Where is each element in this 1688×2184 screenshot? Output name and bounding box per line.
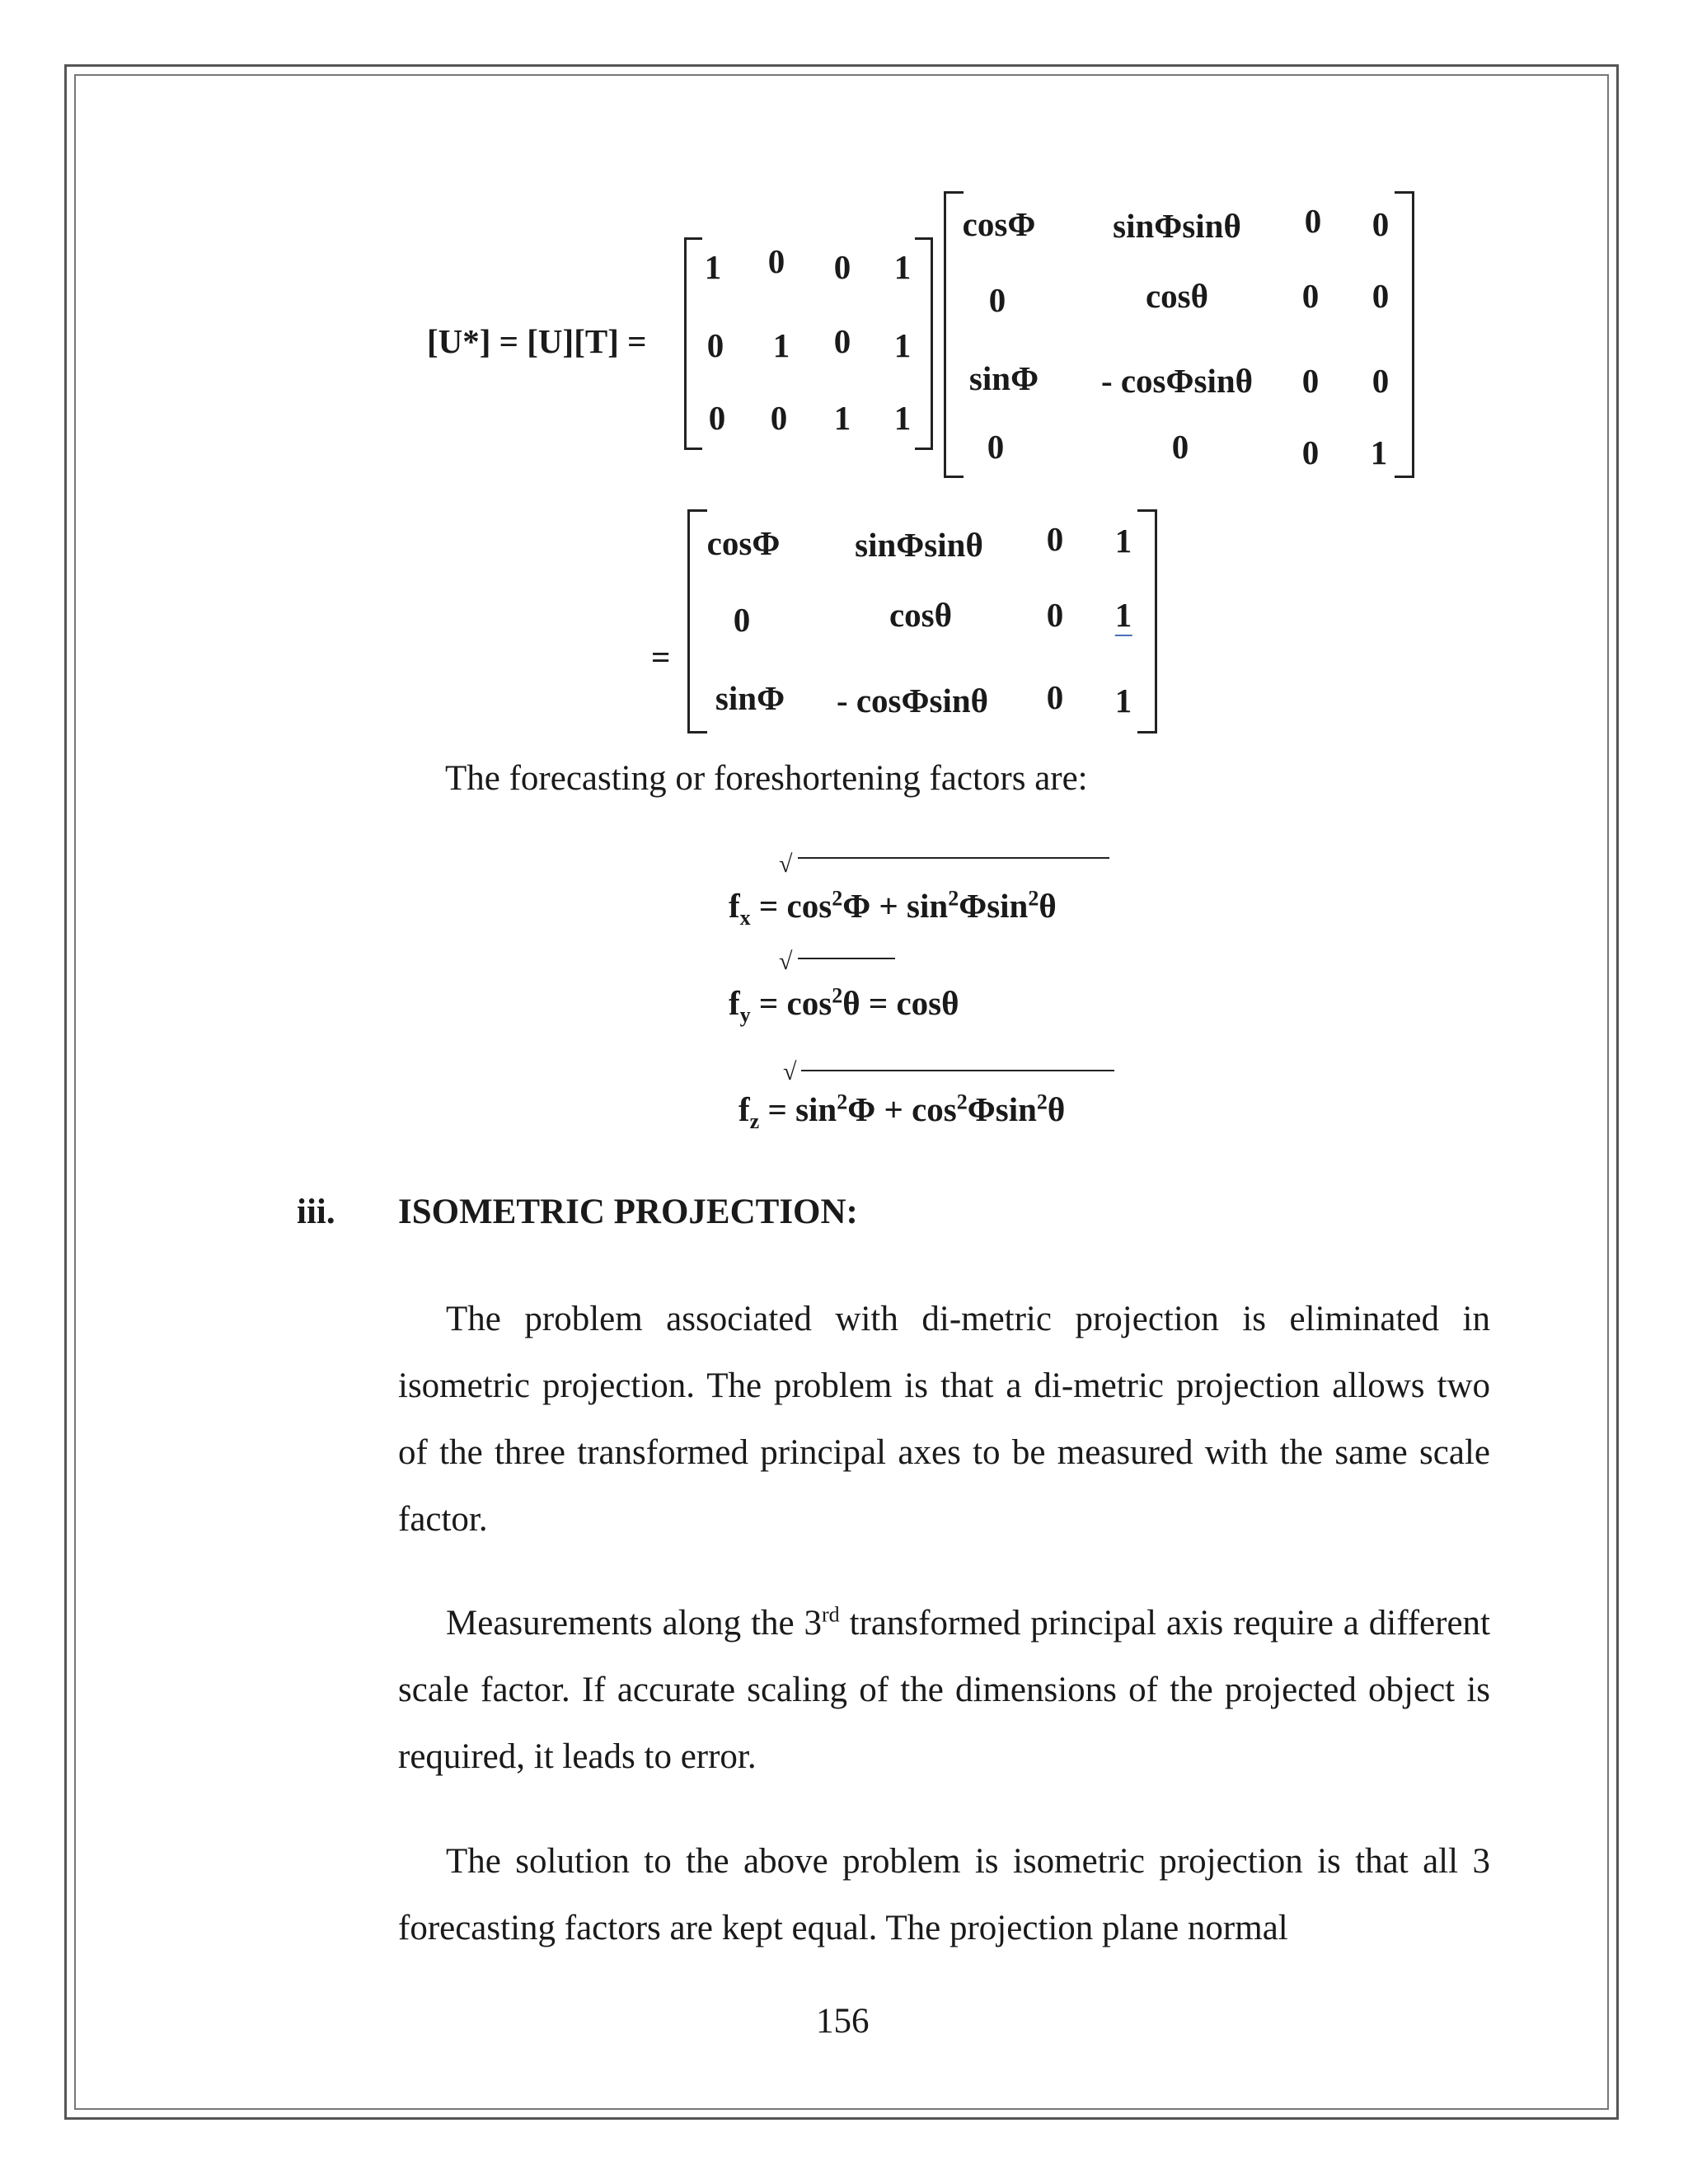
matrix-cell: 1 — [1114, 682, 1132, 719]
matrix-cell: 0 — [733, 601, 751, 639]
matrix-cell: sinΦsinθ — [1113, 207, 1241, 245]
page-number: 156 — [816, 2002, 870, 2041]
matrix-cell: cosΦ — [962, 205, 1036, 243]
equation-2-equals: = — [651, 638, 671, 676]
matrix-cell: 0 — [1301, 362, 1320, 400]
matrix-cell: 1 — [833, 399, 851, 437]
matrix-cell: - cosΦsinθ — [1100, 362, 1254, 400]
paragraph-2: Measurements along the 3rd transformed principal axis require a different scale factor. If accurate scaling of the dimensions of the projected object is required, it leads to error. — [398, 1602, 1490, 1776]
matrix-cell: 1 — [1114, 522, 1132, 560]
matrix-cell: 0 — [1171, 428, 1189, 466]
sqrt-icon: √ — [783, 1058, 797, 1085]
radical-bar — [798, 958, 895, 959]
matrix-cell: 0 — [987, 428, 1005, 466]
matrix-cell: 0 — [1301, 434, 1320, 471]
matrix-cell: 0 — [1046, 678, 1064, 716]
matrix-cell: 1 — [893, 248, 912, 286]
section-title: ISOMETRIC PROJECTION: — [398, 1193, 858, 1231]
matrix-t-right-bracket — [1395, 191, 1414, 478]
equation-1-lhs: [U*] = [U][T] = — [427, 322, 647, 360]
matrix-cell: 0 — [1046, 520, 1064, 558]
matrix-cell: 0 — [1046, 596, 1064, 634]
sqrt-icon: √ — [779, 948, 793, 975]
matrix-cell: 0 — [1372, 277, 1390, 315]
matrix-cell: 1 — [704, 248, 722, 286]
matrix-cell: 0 — [988, 281, 1006, 319]
matrix-cell: 1 — [1370, 434, 1388, 471]
radical-bar — [801, 1070, 1114, 1071]
matrix-u-left-bracket — [684, 237, 702, 450]
matrix-cell: 0 — [1372, 362, 1390, 400]
matrix-cell: 0 — [770, 399, 788, 437]
section-number: iii. — [297, 1193, 335, 1231]
matrix-cell: 0 — [708, 399, 726, 437]
matrix-cell: 0 — [706, 326, 724, 364]
fy-equation: $f_y = \cos^2\theta = \cos\theta$ — [729, 983, 959, 1028]
matrix-cell: sinΦ — [715, 679, 785, 717]
fz-equation: $f_z = \sin^2\Phi + \cos^2\Phi\sin^2\theta$ — [738, 1090, 1066, 1134]
sqrt-icon: √ — [779, 851, 793, 878]
matrix-cell: 0 — [767, 242, 785, 280]
matrix-cell: 1 — [893, 326, 912, 364]
matrix-cell: - cosΦsinθ — [836, 682, 989, 719]
paragraph-1: The problem associated with di-metric projection is eliminated in isometric projection. The problem is that a di-metric projection allows two of the three transformed principal axes to be measured with the same scale factor. — [398, 1300, 1490, 1539]
matrix-cell: 1 — [772, 326, 790, 364]
matrix-cell: 0 — [1301, 277, 1320, 315]
matrix-cell: 1 — [1115, 595, 1132, 636]
matrix-cell: sinΦsinθ — [855, 526, 983, 564]
matrix-t-left-bracket — [944, 191, 964, 478]
matrix-cell: sinΦ — [968, 359, 1039, 397]
fx-equation: $f_x = \cos^2\Phi + \sin^2\Phi\sin^2\theta$ — [729, 886, 1057, 930]
matrix-cell: 0 — [833, 322, 851, 360]
matrix-cell: cosθ — [1145, 277, 1209, 315]
matrix-result-right-bracket — [1137, 509, 1157, 733]
matrix-cell: 0 — [833, 248, 851, 286]
matrix-u-right-bracket — [915, 237, 933, 450]
paragraph-3: The solution to the above problem is isometric projection is that all 3 forecasting factors are kept equal. The projection plane normal — [398, 1842, 1490, 1947]
matrix-cell: cosθ — [889, 596, 953, 634]
radical-bar — [798, 857, 1109, 859]
matrix-cell: 0 — [1372, 205, 1390, 243]
matrix-cell: 1 — [893, 399, 912, 437]
factors-intro-text: The forecasting or foreshortening factors are: — [445, 759, 1088, 798]
matrix-cell: 0 — [1304, 202, 1322, 240]
matrix-result-left-bracket — [687, 509, 707, 733]
matrix-cell: cosΦ — [706, 524, 781, 562]
